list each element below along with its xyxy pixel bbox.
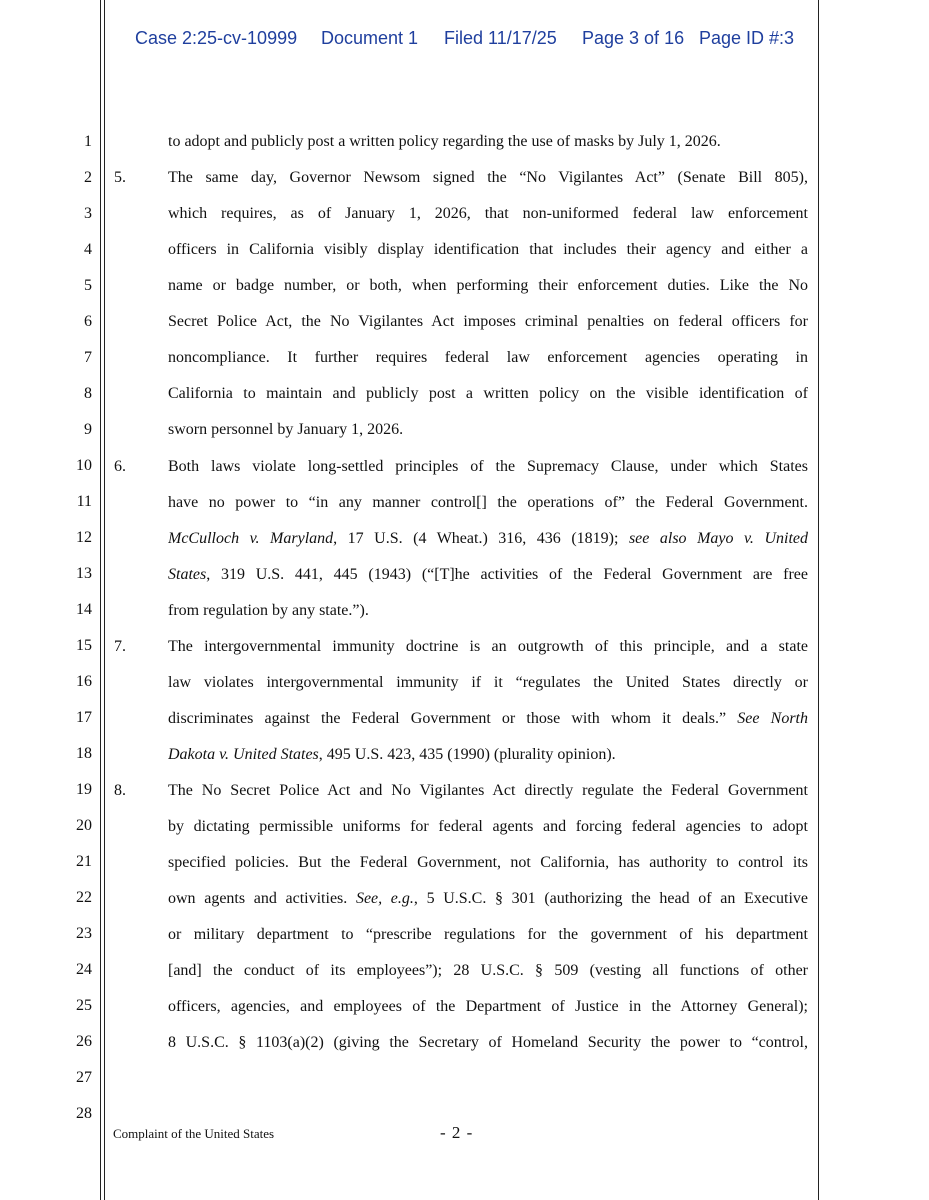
line-number: 11 (76, 493, 92, 510)
header-page: Page 3 of 16 (582, 28, 685, 48)
line-number: 22 (76, 889, 92, 906)
paragraph-number: 7. (114, 638, 126, 655)
line-number: 16 (76, 673, 92, 690)
line-number: 9 (84, 421, 92, 438)
header-case-number: Case 2:25-cv-10999 (135, 28, 298, 48)
text-line: to adopt and publicly post a written policy regarding the use of masks by July 1, 2026. (168, 133, 721, 150)
line-number: 28 (76, 1105, 92, 1122)
text-line (168, 565, 808, 585)
line-number: 20 (76, 817, 92, 834)
text-line: officers in California visibly display identification that includes their agency and either a (168, 241, 808, 258)
text-line: California to maintain and publicly post a written policy on the visible identification of (168, 385, 808, 402)
line-number: 15 (76, 637, 92, 654)
text-line: The intergovernmental immunity doctrine is an outgrowth of this principle, and a state (168, 638, 808, 655)
text-line: name or badge number, or both, when performing their enforcement duties. Like the No (168, 277, 808, 294)
text-line: have no power to “in any manner control[] the operations of” the Federal Government. (168, 494, 808, 511)
citation-text: , 17 U.S. (4 Wheat.) 316, 436 (1819); (333, 530, 629, 547)
text-line: [and] the conduct of its employees”); 28 U.S.C. § 509 (vesting all functions of other (168, 962, 808, 979)
citation-text: , 495 U.S. 423, 435 (1990) (plurality opinion). (318, 746, 616, 763)
line-number: 6 (84, 313, 92, 330)
text-line: from regulation by any state.”). (168, 602, 369, 619)
footer-page-number: - 2 - (440, 1123, 474, 1142)
line-number: 26 (76, 1033, 92, 1050)
text-line: officers, agencies, and employees of the Department of Justice in the Attorney General); (168, 998, 808, 1015)
line-number: 21 (76, 853, 92, 870)
case-citation: McCulloch v. Maryland (168, 530, 334, 547)
line-number: 18 (76, 745, 92, 762)
text-line: specified policies. But the Federal Government, not California, has authority to control its (168, 854, 808, 871)
footer-title: Complaint of the United States (113, 1126, 275, 1141)
text-line: The same day, Governor Newsom signed the “No Vigilantes Act” (Senate Bill 805), (168, 169, 808, 186)
paragraph-number: 5. (114, 169, 126, 186)
case-header (135, 28, 815, 54)
line-number: 14 (76, 601, 92, 618)
line-number: 3 (84, 205, 92, 222)
header-page-id: Page ID #:3 (699, 28, 795, 48)
citation-text: , 5 U.S.C. § 301 (authorizing the head of an Executive (413, 890, 808, 907)
text-line: by dictating permissible uniforms for federal agents and forcing federal agencies to adopt (168, 818, 808, 835)
header-document: Document 1 (321, 28, 419, 48)
text-line: 8 U.S.C. § 1103(a)(2) (giving the Secretary of Homeland Security the power to “control, (168, 1034, 808, 1051)
line-number: 25 (76, 997, 92, 1014)
line-number: 10 (76, 457, 92, 474)
right-margin-rule (818, 0, 819, 1200)
paragraph-number: 6. (114, 458, 126, 475)
line-number: 1 (84, 133, 92, 150)
line-number: 2 (84, 169, 92, 186)
left-margin-rule (104, 0, 105, 1200)
quote-text: discriminates against the Federal Government or those with whom it deals.” (168, 710, 738, 727)
text-line (168, 889, 808, 909)
paragraph-number: 8. (114, 782, 126, 799)
text-line: which requires, as of January 1, 2026, that non-uniformed federal law enforcement (168, 205, 808, 222)
text-line (168, 709, 808, 729)
case-citation: Dakota v. United States (168, 746, 319, 763)
line-number: 7 (84, 349, 92, 366)
line-number: 4 (84, 241, 92, 258)
text-line (168, 745, 808, 765)
case-citation: see also Mayo v. United (628, 530, 808, 547)
case-citation: States (168, 566, 207, 583)
case-citation: See North (737, 710, 808, 727)
line-number: 8 (84, 385, 92, 402)
line-number: 17 (76, 709, 92, 726)
line-number: 19 (76, 781, 92, 798)
line-number: 23 (76, 925, 92, 942)
text-line: or military department to “prescribe regulations for the government of his department (168, 926, 808, 943)
text-line: Both laws violate long-settled principles of the Supremacy Clause, under which States (168, 458, 808, 475)
signal-citation: See, e.g. (355, 890, 414, 907)
line-number: 5 (84, 277, 92, 294)
line-number: 12 (76, 529, 92, 546)
line-number: 24 (76, 961, 92, 978)
left-margin-rule (100, 0, 101, 1200)
text-line: noncompliance. It further requires federal law enforcement agencies operating in (168, 349, 808, 366)
header-filed: Filed 11/17/25 (444, 28, 557, 48)
text-line: sworn personnel by January 1, 2026. (168, 421, 404, 438)
citation-text: , 319 U.S. 441, 445 (1943) (“[T]he activities of the Federal Government are free (206, 566, 808, 583)
text-line: The No Secret Police Act and No Vigilantes Act directly regulate the Federal Government (168, 782, 808, 799)
line-number: 27 (76, 1069, 92, 1086)
body-text: own agents and activities. (168, 890, 356, 907)
line-number: 13 (76, 565, 92, 582)
text-line: Secret Police Act, the No Vigilantes Act imposes criminal penalties on federal officers for (168, 313, 808, 330)
text-line: law violates intergovernmental immunity if it “regulates the United States directly or (168, 674, 808, 691)
text-line (168, 529, 808, 549)
